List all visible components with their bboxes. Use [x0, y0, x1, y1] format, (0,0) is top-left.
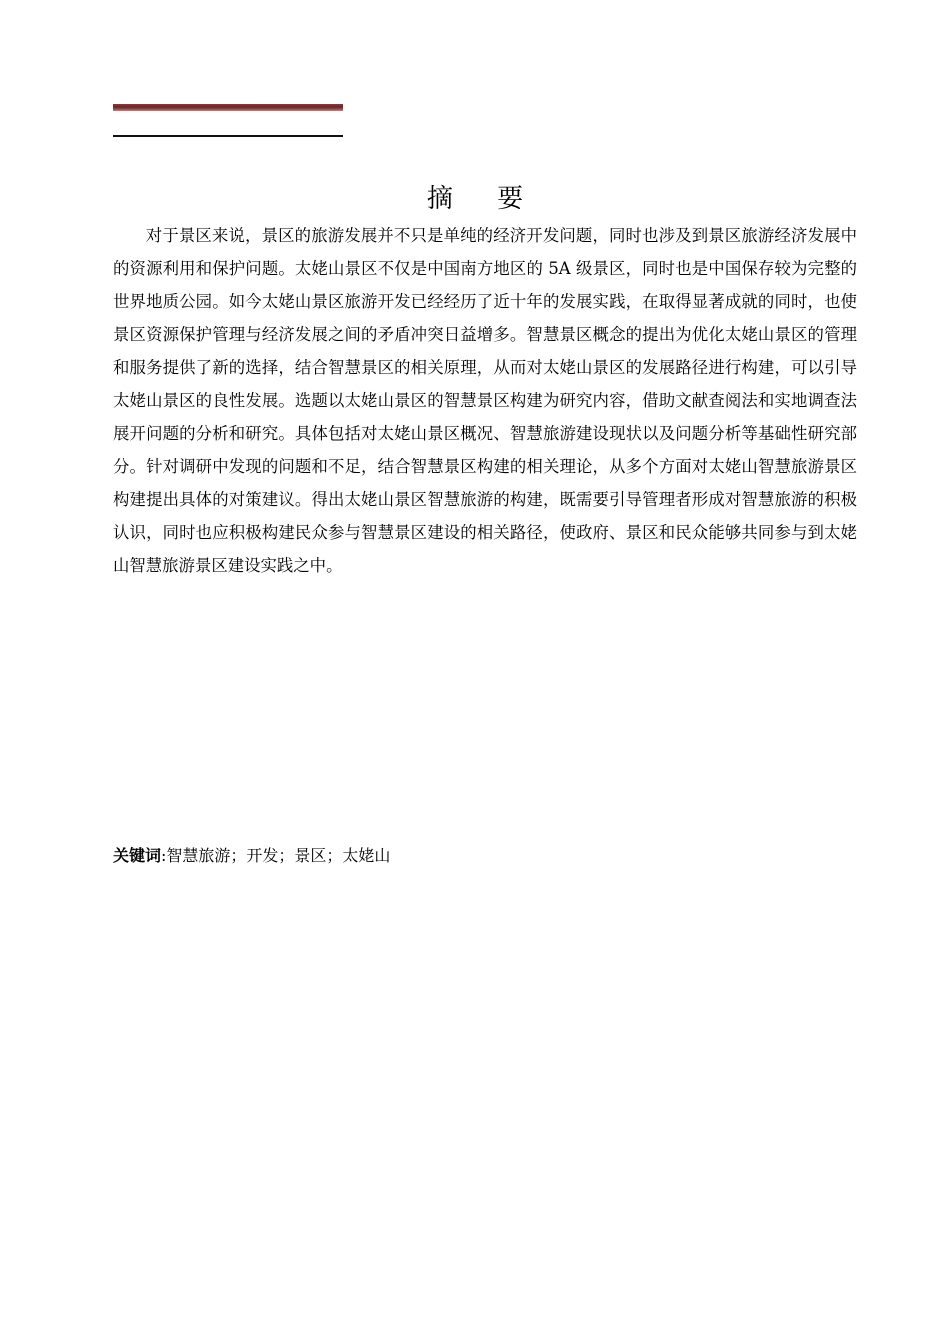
header-decorative-rule [113, 104, 343, 111]
abstract-paragraph: 对于景区来说，景区的旅游发展并不只是单纯的经济开发问题，同时也涉及到景区旅游经济发展中的资源利用和保护问题。太姥山景区不仅是中国南方地区的 5A 级景区，同时也是中国保存较为完整的世界地质公园。如今太姥山景区旅游开发已经经历了近十年的发展实践，在取得显著成就的同时，也使景区资源保护管理与经济发展之间的矛盾冲突日益增多。智慧景区概念的提出为优化太姥山景区的管理和服务提供了新的选择，结合智慧景区的相关原理，从而对太姥山景区的发展路径进行构建，可以引导太姥山景区的良性发展。选题以太姥山景区的智慧景区构建为研究内容，借助文献查阅法和实地调查法展开问题的分析和研究。具体包括对太姥山景区概况、智慧旅游建设现状以及问题分析等基础性研究部分。针对调研中发现的问题和不足，结合智慧景区构建的相关理论，从多个方面对太姥山智慧旅游景区构建提出具体的对策建议。得出太姥山景区智慧旅游的构建，既需要引导管理者形成对智慧旅游的积极认识，同时也应积极构建民众参与智慧景区建设的相关路径，使政府、景区和民众能够共同参与到太姥山智慧旅游景区建设实践之中。 [113, 226, 857, 575]
page-title: 摘 要 [426, 184, 542, 214]
keywords-label: 关键词 [113, 846, 162, 865]
keywords-list: 智慧旅游；开发；景区；太姥山 [166, 846, 391, 865]
header-thin-rule [113, 135, 343, 137]
keywords-separator: : [161, 846, 167, 865]
keywords-line [113, 842, 857, 870]
